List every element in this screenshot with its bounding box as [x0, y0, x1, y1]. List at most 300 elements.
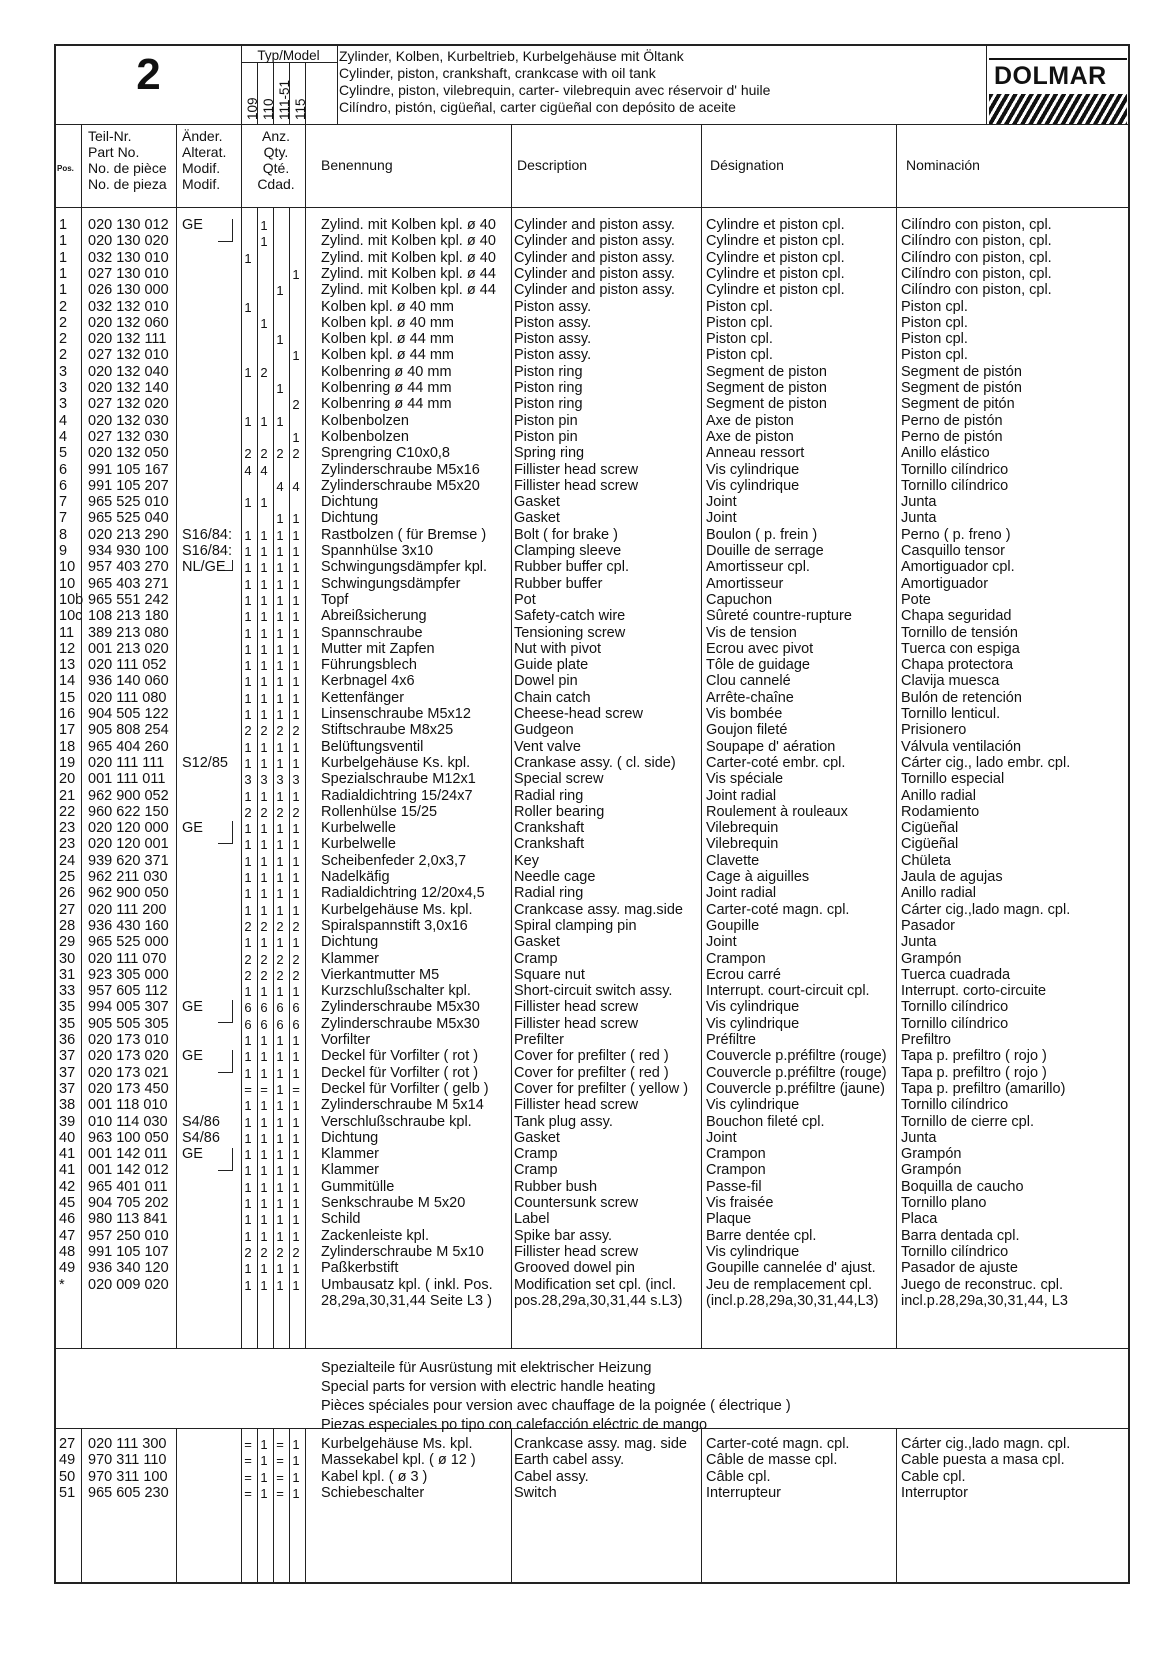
row-name-de: Kurbelgehäuse Ms. kpl.	[321, 901, 473, 918]
table-row	[56, 885, 1128, 902]
row-name-es: Amortiguador cpl.	[901, 559, 1015, 576]
table-row	[56, 1032, 1128, 1049]
table-row	[56, 527, 1128, 544]
row-name-es: Cilíndro con piston, cpl.	[901, 265, 1052, 282]
row-pos: 50	[59, 1468, 76, 1485]
row-qty-model-4: 6	[292, 1016, 300, 1032]
row-qty-model-2: 2	[260, 967, 268, 983]
row-part-number: 020 009 020	[88, 1276, 169, 1293]
row-pos: 23	[59, 836, 76, 853]
row-qty-model-2: 3	[260, 772, 268, 788]
row-name-es: Tornillo cilíndrico	[901, 1015, 1009, 1032]
row-qty-model-3: 1	[276, 821, 284, 837]
row-modification: GE	[182, 1146, 203, 1163]
row-name-de: Klammer	[321, 1146, 380, 1163]
row-name-de: Kerbnagel 4x6	[321, 673, 415, 690]
row-qty-model-4: 1	[292, 886, 300, 902]
row-name-es: Chapa protectora	[901, 657, 1014, 674]
table-row	[56, 282, 1128, 299]
row-pos: 36	[59, 1032, 76, 1048]
row-name-fr: Cage à aiguilles	[706, 869, 810, 885]
row-pos: 40	[59, 1129, 76, 1146]
row-name-en: Cylinder and piston assy.	[514, 282, 675, 299]
row-part-number: 923 305 000	[88, 966, 169, 983]
row-part-number: 936 340 120	[88, 1260, 169, 1277]
row-name-es: Anillo elástico	[901, 445, 990, 462]
table-row	[56, 722, 1128, 739]
row-name-es: Amortiguador	[901, 575, 989, 592]
row-part-number: 965 605 230	[88, 1484, 169, 1501]
row-qty-model-4: 2	[292, 723, 300, 739]
row-qty-model-4: 2	[292, 967, 300, 983]
table-row	[56, 364, 1128, 381]
row-name-es: Prefiltro	[901, 1032, 951, 1048]
row-part-number: 020 120 001	[88, 836, 169, 853]
row-name-de: Kolben kpl. ø 44 mm	[321, 347, 454, 364]
row-modification: S16/84:	[182, 543, 232, 559]
row-name-es: Pasador	[901, 917, 956, 934]
row-qty-model-2: 1	[260, 984, 268, 1000]
row-name-de: Kolben kpl. ø 40 mm	[321, 298, 454, 315]
row-qty-model-2: 1	[260, 625, 268, 641]
row-name-es: Piston cpl.	[901, 298, 968, 315]
row-part-number: 001 213 020	[88, 640, 169, 657]
table-row	[56, 788, 1128, 805]
row-name-fr: Cylindre et piston cpl.	[706, 282, 845, 299]
table-row	[56, 1195, 1128, 1212]
row-modification: GE	[182, 820, 203, 837]
row-name-en: Dowel pin	[514, 673, 578, 690]
row-qty-model-1: 1	[244, 1130, 252, 1146]
row-qty-model-3: 1	[276, 1228, 284, 1244]
row-pos: 4	[59, 412, 68, 429]
row-name-en: Fillister head screw	[514, 999, 639, 1016]
row-name-fr: Vis cylindrique	[706, 1243, 800, 1260]
row-qty-model-1: 1	[244, 739, 252, 755]
row-qty-model-2: 1	[260, 837, 268, 853]
row-name-de: Kolben kpl. ø 40 mm	[321, 314, 454, 331]
row-qty-model-3: 2	[276, 1244, 284, 1260]
row-qty-model-3: 1	[276, 674, 284, 690]
row-pos: 27	[59, 1436, 76, 1452]
row-qty-model-1: 1	[244, 1065, 252, 1081]
row-name-es: Tornillo lenticul.	[901, 706, 1001, 722]
row-qty-model-1: 1	[244, 984, 252, 1000]
table-row	[56, 869, 1128, 886]
row-part-number: 957 403 270	[88, 559, 169, 576]
row-name-es: Tornillo plano	[901, 1195, 987, 1211]
row-qty-model-4: 1	[292, 935, 300, 951]
row-pos: 10c	[59, 608, 83, 625]
row-qty-model-4: 1	[292, 625, 300, 641]
row-name-en: Square nut	[514, 966, 585, 983]
row-name-en: Piston assy.	[514, 298, 592, 315]
row-part-number: 965 525 040	[88, 510, 169, 527]
row-qty-model-3: 1	[276, 1130, 284, 1146]
row-pos: 49	[59, 1452, 76, 1469]
row-name-de: Kurbelwelle	[321, 836, 396, 853]
row-name-fr: Clavette	[706, 852, 760, 869]
row-qty-model-1: 2	[244, 918, 252, 934]
row-name-en: Fillister head screw	[514, 477, 639, 494]
row-name-fr: Joint	[706, 934, 737, 951]
row-name-en: Radial ring	[514, 885, 584, 902]
row-name-en: Piston ring	[514, 396, 583, 413]
row-name-de: Topf	[321, 591, 349, 608]
row-qty-model-4: 1	[292, 788, 300, 804]
row-name-de: Zylinderschraube M5x20	[321, 477, 480, 494]
row-qty-model-3: 1	[276, 870, 284, 885]
row-pos: 37	[59, 1048, 76, 1065]
row-qty-model-1: =	[244, 1453, 252, 1469]
row-name-fr: Vis bombée	[706, 706, 783, 722]
table-row	[56, 510, 1128, 527]
row-name-en: Fillister head screw	[514, 1097, 639, 1114]
table-row	[56, 1228, 1128, 1245]
row-name-es: Perno de pistón	[901, 412, 1003, 429]
row-name-fr: Câble cpl.	[706, 1468, 771, 1485]
row-name-en: Cylinder and piston assy.	[514, 233, 675, 250]
row-qty-model-4: 1	[292, 1065, 300, 1081]
row-qty-model-3: 1	[276, 1212, 284, 1228]
row-pos: 1	[59, 233, 68, 250]
row-name-de: Abreißsicherung	[321, 608, 427, 625]
row-qty-model-1: 1	[244, 625, 252, 641]
row-name-es: Interrupt. corto-circuite	[901, 983, 1047, 1000]
row-qty-model-2: 1	[260, 886, 268, 902]
row-qty-model-1: 2	[244, 1244, 252, 1260]
col-header-qty	[248, 128, 304, 192]
page-number: 2	[136, 50, 161, 99]
row-name-es: Pote	[901, 591, 931, 608]
row-qty-model-2: 1	[260, 413, 268, 429]
table-row	[56, 413, 1128, 430]
row-qty-model-3: 1	[276, 544, 284, 559]
row-name-en: Piston assy.	[514, 314, 592, 331]
row-name-fr: Cylindre et piston cpl.	[706, 249, 845, 266]
table-row	[56, 347, 1128, 364]
table-row	[56, 576, 1128, 593]
row-qty-model-2: 1	[260, 821, 268, 837]
row-part-number: 965 401 011	[88, 1178, 168, 1195]
row-name-es: Piston cpl.	[901, 331, 968, 348]
table-row	[56, 429, 1128, 446]
row-name-en: Piston ring	[514, 363, 583, 380]
row-qty-model-1: 1	[244, 1228, 252, 1244]
row-qty-model-4: 1	[292, 1437, 300, 1452]
row-name-de: Kolbenbolzen	[321, 428, 409, 445]
row-pos: 51	[59, 1484, 76, 1501]
row-qty-model-4: 1	[292, 755, 300, 771]
row-name-en: Gasket	[514, 494, 560, 511]
row-qty-model-2: 1	[260, 218, 268, 233]
row-name-es: Chületa	[901, 852, 951, 869]
row-name-de: Verschlußschraube kpl.	[321, 1113, 472, 1130]
row-qty-model-1: 1	[244, 821, 252, 837]
row-name-fr: Jeu de remplacement cpl.	[706, 1276, 873, 1293]
row-name-fr: Vis fraisée	[706, 1195, 774, 1211]
row-qty-model-1: 1	[244, 1163, 252, 1179]
row-name-de: Klammer	[321, 1162, 380, 1179]
row-name-es: Clavija muesca	[901, 673, 1000, 690]
row-name-en: Key	[514, 852, 539, 869]
row-qty-model-2: 1	[260, 1228, 268, 1244]
row-name-de: Dichtung	[321, 1129, 379, 1146]
table-row	[56, 543, 1128, 560]
row-qty-model-1: 1	[244, 1179, 252, 1195]
row-name-de: Scheibenfeder 2,0x3,7	[321, 852, 467, 869]
row-name-es: Piston cpl.	[901, 347, 968, 364]
row-name-en: Gudgeon	[514, 722, 574, 739]
table-row	[56, 315, 1128, 332]
row-qty-model-4: 1	[292, 1130, 300, 1146]
row-pos: 7	[59, 494, 68, 511]
row-qty-model-4: 2	[292, 397, 300, 413]
row-name-de: Deckel für Vorfilter ( rot )	[321, 1048, 479, 1065]
row-qty-model-4: 6	[292, 1000, 300, 1016]
row-part-number: 020 111 070	[88, 950, 167, 967]
row-part-number: 020 132 050	[88, 445, 169, 462]
row-name-de: Rastbolzen ( für Bremse )	[321, 526, 487, 543]
row-name-de: Deckel für Vorfilter ( gelb )	[321, 1080, 489, 1097]
row-qty-model-1: 1	[244, 853, 252, 869]
row-part-number: 991 105 207	[88, 477, 169, 494]
row-qty-model-2: 1	[260, 544, 268, 559]
row-part-number: 020 120 000	[88, 820, 169, 837]
table-row	[56, 999, 1128, 1016]
row-name-de: Schiebeschalter	[321, 1484, 425, 1501]
row-name-fr: Couvercle p.préfiltre (rouge)	[706, 1048, 887, 1065]
row-qty-model-2: 1	[260, 1163, 268, 1179]
row-qty-model-1: 1	[244, 788, 252, 804]
row-qty-model-4: 3	[292, 772, 300, 788]
row-qty-model-3: 4	[276, 478, 284, 494]
row-name-en: Needle cage	[514, 869, 596, 885]
col-header-mod-es: Modif.	[182, 176, 221, 192]
row-qty-model-3: 2	[276, 804, 284, 820]
row-name-de: Paßkerbstift	[321, 1260, 399, 1277]
row-name-fr: Tôle de guidage	[706, 657, 810, 674]
row-qty-model-4: 1	[292, 1114, 300, 1130]
row-qty-model-3: 1	[276, 690, 284, 706]
row-part-number: 020 111 300	[88, 1436, 167, 1452]
row-qty-model-2: 1	[260, 1196, 268, 1211]
row-part-number: 960 622 150	[88, 803, 169, 820]
section-titles	[339, 48, 770, 116]
row-name-de: Klammer	[321, 950, 380, 967]
row-name-de: Umbausatz kpl. ( inkl. Pos.	[321, 1276, 493, 1293]
row-name-de: Kolben kpl. ø 44 mm	[321, 331, 454, 348]
row-part-number: 962 900 050	[88, 885, 169, 902]
row-name-es: Grampón	[901, 1146, 962, 1163]
row-qty-model-1: 1	[244, 560, 252, 576]
row-name-de: Massekabel kpl. ( ø 12 )	[321, 1452, 476, 1469]
row-pos: 39	[59, 1113, 76, 1130]
row-qty-model-2: 1	[260, 1065, 268, 1081]
row-qty-model-2: 1	[260, 1469, 268, 1485]
table-row	[56, 1277, 1128, 1294]
row-qty-model-1: =	[244, 1485, 252, 1501]
row-pos: 45	[59, 1195, 76, 1211]
row-part-number: 020 173 020	[88, 1048, 169, 1065]
row-name-en: Crankcase assy. mag.side	[514, 901, 683, 918]
table-row	[56, 853, 1128, 870]
row-pos: 35	[59, 1015, 76, 1032]
row-qty-model-1: 1	[244, 544, 252, 559]
row-name-en: Safety-catch wire	[514, 608, 626, 625]
row-name-es: Cilíndro con piston, cpl.	[901, 233, 1052, 250]
row-pos: 10b	[59, 591, 84, 608]
row-name-de: Kurzschlußschalter kpl.	[321, 983, 471, 1000]
special-note-es: Piezas especiales po tipo con calefacción eléctric de mango	[321, 1417, 708, 1433]
row-qty-model-3: 1	[276, 1114, 284, 1130]
table-row	[56, 233, 1128, 250]
row-qty-model-2: 1	[260, 853, 268, 869]
row-name-fr: Cylindre et piston cpl.	[706, 217, 845, 233]
row-name-fr: Amortisseur cpl.	[706, 559, 810, 576]
row-name-en: Gasket	[514, 1129, 560, 1146]
row-qty-model-3: 1	[276, 592, 284, 608]
row-qty-model-3: 6	[276, 1000, 284, 1016]
table-row	[56, 1260, 1128, 1277]
table-row	[56, 739, 1128, 756]
row-name-es: Boquilla de caucho	[901, 1178, 1024, 1195]
row-name-fr: Douille de serrage	[706, 543, 824, 559]
row-name-en: Piston assy.	[514, 331, 592, 348]
row-name-en: Bolt ( for brake )	[514, 526, 618, 543]
row-name-es: Segment de pistón	[901, 363, 1022, 380]
row-part-number: 020 132 030	[88, 412, 169, 429]
row-name-fr: Câble de masse cpl.	[706, 1452, 838, 1469]
row-qty-model-3: 1	[276, 576, 284, 592]
col-header-es: Nominación	[906, 157, 980, 173]
table-row	[56, 396, 1128, 413]
row-part-number: 027 132 030	[88, 428, 169, 445]
row-pos: 15	[59, 689, 76, 706]
row-name-en: Crankcase assy. mag. side	[514, 1436, 687, 1452]
row-name-en: Cover for prefilter ( red )	[514, 1064, 669, 1081]
table-row	[56, 1436, 1128, 1453]
row-name-es: Tornillo de tensión	[901, 624, 1018, 641]
row-pos: 24	[59, 852, 76, 869]
table-row	[56, 1114, 1128, 1131]
row-name-de: Radialdichtring 12/20x4,5	[321, 885, 485, 902]
row-part-number: 994 005 307	[88, 999, 169, 1016]
row-name-es: Prisionero	[901, 722, 967, 739]
table-row	[56, 217, 1128, 234]
row-part-number: 026 130 000	[88, 282, 169, 299]
row-pos: 46	[59, 1211, 76, 1228]
row-name-fr: Vis spéciale	[706, 771, 784, 788]
row-qty-model-3: 1	[276, 739, 284, 755]
row-name-de: Deckel für Vorfilter ( rot )	[321, 1064, 479, 1081]
row-part-number: 010 114 030	[88, 1113, 168, 1130]
table-row	[56, 706, 1128, 723]
row-qty-model-2: 1	[260, 315, 268, 331]
row-part-number: 905 505 305	[88, 1015, 169, 1032]
row-qty-model-4: 1	[292, 674, 300, 690]
row-name-en: Rubber buffer	[514, 575, 603, 592]
row-name-fr: Joint	[706, 494, 737, 511]
row-name-es: Anillo radial	[901, 885, 976, 902]
row-name-fr: Crampon	[706, 950, 766, 967]
row-qty-model-1: 1	[244, 837, 252, 853]
row-qty-model-1: =	[244, 1437, 252, 1452]
row-qty-model-3: 1	[276, 1147, 284, 1163]
table-row	[56, 1293, 1128, 1310]
row-name-en: Piston pin	[514, 428, 578, 445]
table-row	[56, 804, 1128, 821]
row-pos: 12	[59, 640, 76, 657]
row-qty-model-1: 1	[244, 250, 252, 266]
row-pos: 21	[59, 787, 76, 804]
row-qty-model-2: 4	[260, 462, 268, 478]
row-name-en: Spring ring	[514, 445, 585, 462]
row-name-fr: Carter-coté magn. cpl.	[706, 1436, 850, 1452]
row-pos: 13	[59, 657, 76, 674]
row-part-number: 020 173 021	[88, 1064, 169, 1081]
row-qty-model-4: 1	[292, 853, 300, 869]
row-name-fr: Soupape d' aération	[706, 738, 836, 755]
row-qty-model-1: 1	[244, 576, 252, 592]
row-part-number: 020 132 040	[88, 363, 169, 380]
row-qty-model-4: 1	[292, 1179, 300, 1195]
table-row	[56, 445, 1128, 462]
row-qty-model-4: 1	[292, 1033, 300, 1048]
row-qty-model-3: 1	[276, 886, 284, 902]
row-name-es: Perno ( p. freno )	[901, 526, 1011, 543]
model-111-51: 111-51	[277, 79, 292, 120]
title-de: Zylinder, Kolben, Kurbeltrieb, Kurbelgehäuse mit Öltank	[339, 48, 684, 64]
logo-stripes	[989, 94, 1127, 124]
row-name-de: Kolbenring ø 40 mm	[321, 363, 452, 380]
row-qty-model-1: 1	[244, 527, 252, 543]
row-name-de: Spannschraube	[321, 624, 423, 641]
row-part-number: 027 132 010	[88, 347, 169, 364]
table-row	[56, 820, 1128, 837]
row-pos: 8	[59, 526, 68, 543]
row-part-number: 027 132 020	[88, 396, 169, 413]
row-part-number: 020 213 290	[88, 526, 169, 543]
row-name-de: Schwingungsdämpfer	[321, 575, 461, 592]
row-name-es: Cable cpl.	[901, 1468, 966, 1485]
row-qty-model-3: 6	[276, 1016, 284, 1032]
row-name-en: Piston pin	[514, 412, 578, 429]
row-name-en: Fillister head screw	[514, 461, 639, 478]
row-name-fr: (incl.p.28,29a,30,31,44,L3)	[706, 1292, 879, 1309]
row-qty-model-4: 1	[292, 1098, 300, 1114]
row-qty-model-3: 1	[276, 283, 284, 299]
row-qty-model-1: 1	[244, 1261, 252, 1277]
row-qty-model-2: 1	[260, 1277, 268, 1293]
row-part-number: 032 130 010	[88, 249, 169, 266]
row-name-fr: Vis cylindrique	[706, 1097, 800, 1114]
row-pos: 41	[59, 1162, 76, 1179]
row-qty-model-3: 2	[276, 723, 284, 739]
row-pos: 17	[59, 722, 76, 739]
row-qty-model-2: 1	[260, 690, 268, 706]
row-name-fr: Goujon fileté	[706, 722, 788, 739]
row-name-es: Tapa p. prefiltro (amarillo)	[901, 1080, 1066, 1097]
row-name-de: Zylind. mit Kolben kpl. ø 44	[321, 282, 496, 299]
row-name-fr: Capuchon	[706, 591, 773, 608]
row-name-es: incl.p.28,29a,30,31,44, L3	[901, 1292, 1068, 1309]
row-qty-model-2: 1	[260, 1212, 268, 1228]
row-name-fr: Barre dentée cpl.	[706, 1227, 817, 1244]
row-pos: 10	[59, 559, 76, 576]
row-name-fr: Joint	[706, 1129, 737, 1146]
row-part-number: 001 142 012	[88, 1162, 169, 1179]
